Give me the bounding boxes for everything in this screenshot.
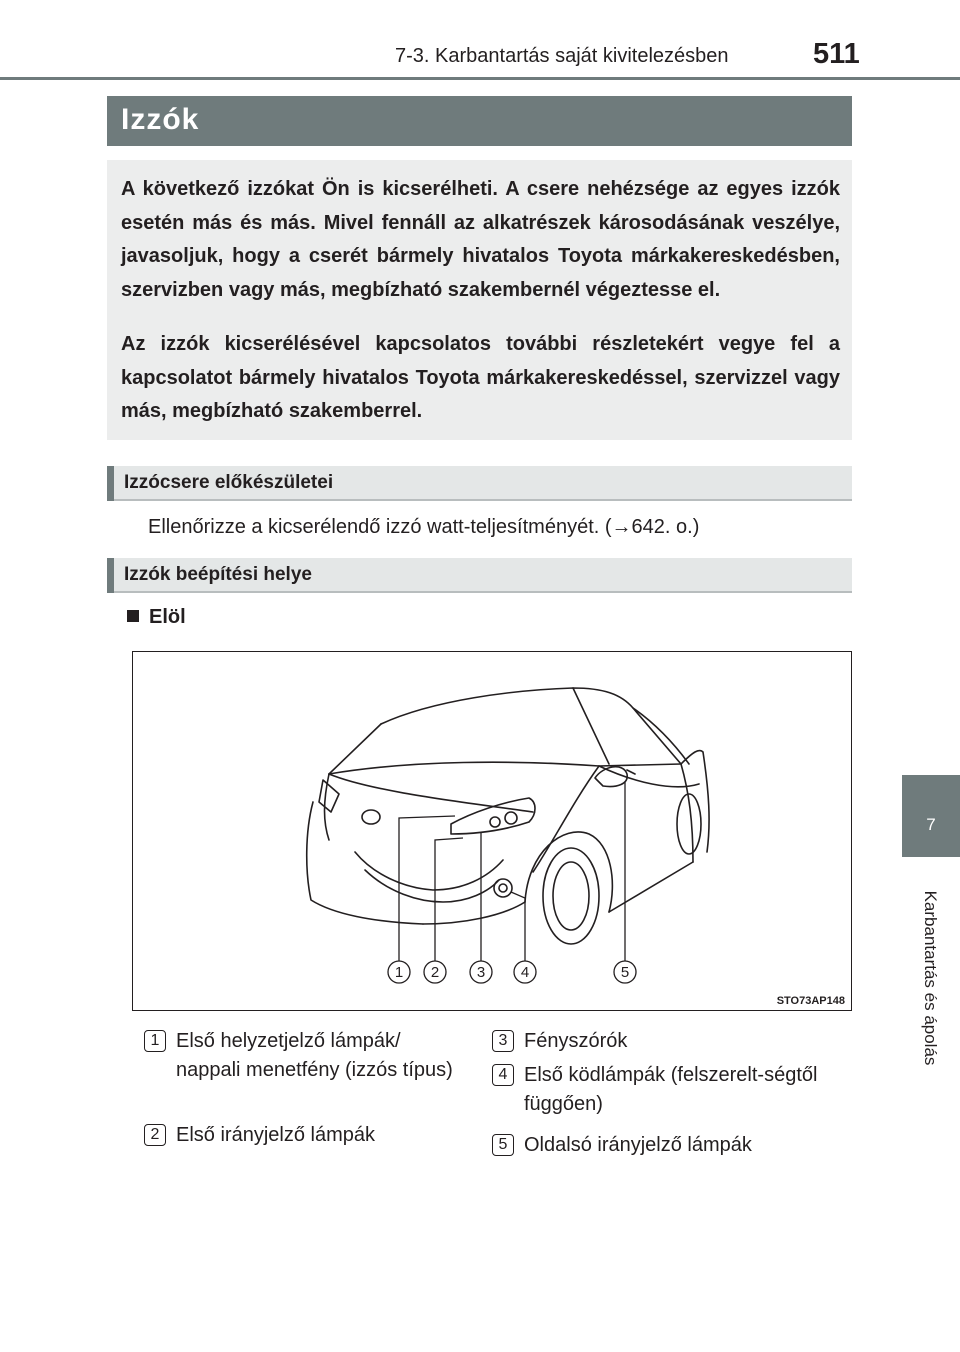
subheading-front-label: Elöl xyxy=(149,606,186,628)
callout-label-5: 5 xyxy=(620,964,630,981)
intro-paragraph-2: Az izzók kicserélésével kapcsolatos további részletekért vegye fel a kapcsolatot bármely hivatalos Toyota márkakereskedéssel, szervizzel vagy más, megbízható szakemberrel. xyxy=(121,333,840,422)
intro-box xyxy=(107,160,852,440)
legend-text-5: Oldalsó irányjelző lámpák xyxy=(524,1134,752,1156)
page-title: Izzók xyxy=(121,103,200,136)
legend-number-3: 3 xyxy=(492,1030,514,1052)
callout-label-1: 1 xyxy=(394,964,404,981)
section-heading-preparation xyxy=(107,466,852,501)
callout-label-3: 3 xyxy=(476,964,486,981)
chapter-title: Karbantartás és ápolás xyxy=(921,890,940,1065)
section-heading-preparation-label: Izzócsere előkészületei xyxy=(124,472,334,493)
page-number: 511 xyxy=(813,38,860,70)
intro-paragraph-1: A következő izzókat Ön is kicserélheti. A csere nehézsége az egyes izzók esetén más és más. Mivel fennáll az alkatrészek károsodásának veszélye, javasoljuk, hogy a cserét bármely hivatalos Toyota márkakereskedésben, szervizben vagy más, megbízható szakembernél végeztesse el. xyxy=(121,178,840,301)
legend-text-2: Első irányjelző lámpák xyxy=(176,1124,375,1146)
header-rule xyxy=(0,77,960,80)
page-title-bar xyxy=(107,96,852,146)
legend-text-1: Első helyzetjelző lámpák/ nappali menetfény (izzós típus) xyxy=(176,1030,453,1081)
section-heading-locations xyxy=(107,558,852,593)
section-heading-locations-label: Izzók beépítési helye xyxy=(124,564,312,585)
car-drawing xyxy=(133,652,853,1012)
legend-number-4: 4 xyxy=(492,1064,514,1086)
square-bullet-icon xyxy=(127,610,139,622)
running-header-section-title: 7-3. Karbantartás saját kivitelezésben xyxy=(395,45,729,67)
car-front-illustration xyxy=(132,651,852,1011)
subheading-front xyxy=(127,606,186,629)
figure-code: STO73AP148 xyxy=(776,995,845,1007)
chapter-tab xyxy=(902,775,960,857)
chapter-title-vertical xyxy=(905,865,955,1090)
chapter-number: 7 xyxy=(926,815,936,834)
legend-text-3: Fényszórók xyxy=(524,1030,628,1052)
legend-text-4: Első ködlámpák (felszerelt-ségtől függően) xyxy=(524,1064,818,1115)
preparation-text: Ellenőrizze a kicserélendő izzó watt-teljesítményét. (→642. o.) xyxy=(148,516,700,538)
callout-circles xyxy=(388,961,636,983)
callout-label-4: 4 xyxy=(520,964,530,981)
legend-number-1: 1 xyxy=(144,1030,166,1052)
legend-number-2: 2 xyxy=(144,1124,166,1146)
callout-label-2: 2 xyxy=(430,964,440,981)
car-outline xyxy=(307,688,709,944)
legend-number-5: 5 xyxy=(492,1134,514,1156)
